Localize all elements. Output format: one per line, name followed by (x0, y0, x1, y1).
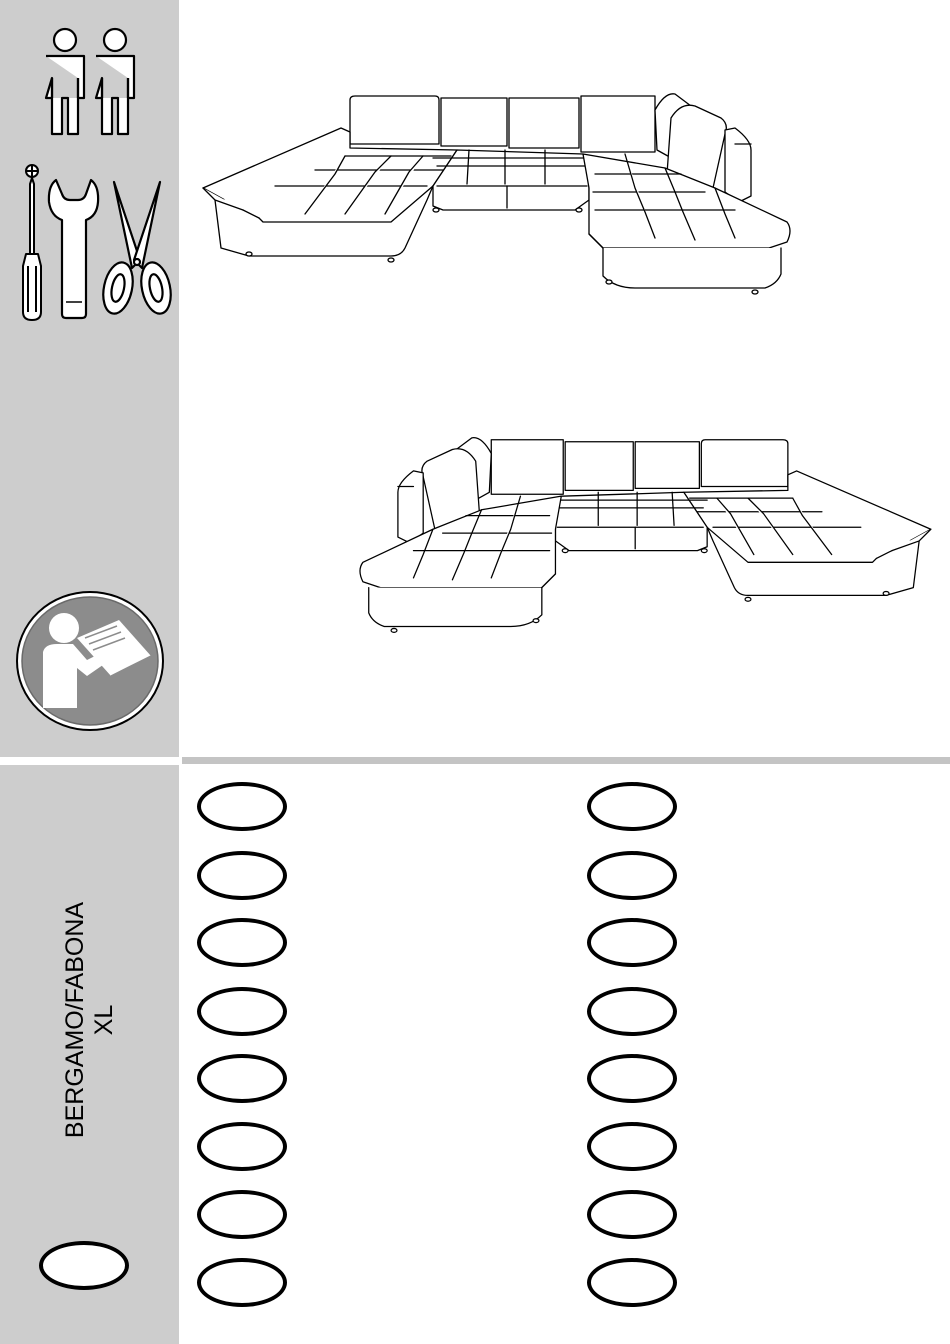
wrench-icon (46, 176, 100, 322)
product-title (61, 902, 119, 1138)
language-oval-left-3 (197, 918, 287, 967)
language-oval-left-1 (197, 782, 287, 831)
section-divider (182, 757, 950, 764)
language-oval-right-4 (587, 987, 677, 1036)
scissors-icon (98, 178, 176, 324)
language-oval-left-4 (197, 987, 287, 1036)
sidebar-language-oval (39, 1241, 129, 1290)
sofa-illustration-right-chaise (195, 88, 805, 306)
language-oval-right-6 (587, 1122, 677, 1171)
language-oval-left-6 (197, 1122, 287, 1171)
language-oval-right-1 (587, 782, 677, 831)
two-persons-icon (38, 26, 142, 138)
language-oval-right-7 (587, 1190, 677, 1239)
language-oval-right-5 (587, 1054, 677, 1103)
language-oval-right-3 (587, 918, 677, 967)
language-oval-right-2 (587, 851, 677, 900)
product-name-line1: BERGAMO/FABONA (61, 901, 89, 1139)
sofa-illustration-left-chaise (342, 432, 942, 644)
language-oval-left-5 (197, 1054, 287, 1103)
language-oval-left-2 (197, 851, 287, 900)
language-oval-left-8 (197, 1258, 287, 1307)
product-name-line2: XL (90, 1004, 118, 1036)
language-oval-left-7 (197, 1190, 287, 1239)
language-oval-right-8 (587, 1258, 677, 1307)
read-manual-icon (15, 590, 165, 732)
screwdriver-icon (14, 162, 44, 324)
